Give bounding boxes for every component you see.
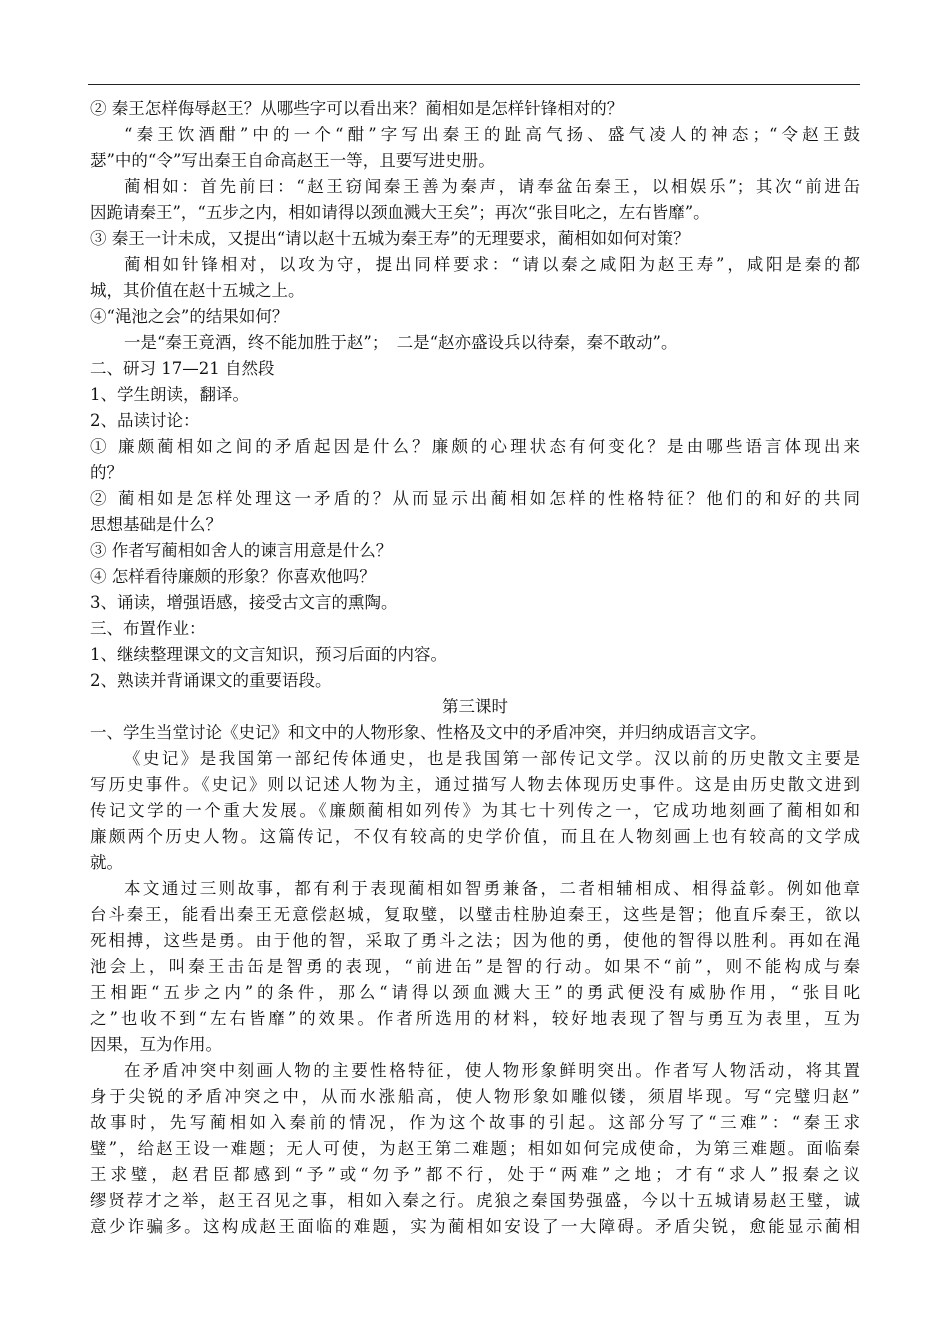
text-line: 传记文学的一个重大发展。《廉颇蔺相如列传》为其七十列传之一，它成功地刻画了蔺相如和	[90, 801, 860, 820]
text-line: ④“渑池之会”的结果如何？	[90, 307, 289, 326]
text-line: 王相距“五步之内”的条件，那么“请得以颈血溅大王”的勇武便没有威胁作用，“张目叱	[90, 983, 860, 1002]
text-line: ③ 作者写蔺相如舍人的谏言用意是什么？	[90, 541, 393, 560]
text-line: 台斗秦王，能看出秦王无意偿赵城，复取璧，以璧击柱胁迫秦王，这些是智；他直斥秦王，欲以	[90, 905, 860, 924]
text-line: 城，其价值在赵十五城之上。	[90, 281, 305, 300]
section-heading: 第三课时	[442, 697, 508, 716]
text-line: 2、品读讨论：	[90, 411, 200, 430]
text-line: 故事时，先写蔺相如入秦前的情况，作为这个故事的引起。这部分写了“三难”：“秦王求	[90, 1113, 860, 1132]
text-line: 因果，互为作用。	[90, 1035, 222, 1054]
text-line: 意少诈骗多。这构成赵王面临的难题，实为蔺相如安设了一大障碍。矛盾尖锐，愈能显示蔺相	[90, 1217, 860, 1236]
text-line: 在矛盾冲突中刻画人物的主要性格特征，使人物形象鲜明突出。作者写人物活动，将其置	[124, 1061, 860, 1080]
text-line: 的？	[90, 463, 123, 482]
text-line: 1、继续整理课文的文言知识，预习后面的内容。	[90, 645, 447, 664]
text-line: 一是“秦王竟酒，终不能加胜于赵”； 二是“赵亦盛设兵以待秦，秦不敢动”。	[124, 333, 678, 352]
text-line: 3、诵读，增强语感，接受古文言的熏陶。	[90, 593, 398, 612]
header-rule	[88, 84, 860, 85]
text-line: ② 秦王怎样侮辱赵王？从哪些字可以看出来？蔺相如是怎样针锋相对的？	[90, 99, 624, 118]
text-line: 王求璧，赵君臣都感到“予”或“勿予”都不行，处于“两难”之地；才有“求人”报秦之议	[90, 1165, 860, 1184]
text-line: 因跪请秦王”，“五步之内，相如请得以颈血溅大王矣”；再次“张目叱之，左右皆靡”。	[90, 203, 710, 222]
text-line: 缪贤荐才之举，赵王召见之事，相如入秦之行。虎狼之秦国势强盛，今以十五城请易赵王璧，诚	[90, 1191, 860, 1210]
text-line: 写历史事件。《史记》则以记述人物为主，通过描写人物去体现历史事件。这是由历史散文进到	[90, 775, 860, 794]
text-line: 二、研习 17—21 自然段	[90, 359, 275, 378]
text-line: 璧”，给赵王设一难题；无人可使，为赵王第二难题；相如如何完成使命，为第三难题。面临秦	[90, 1139, 860, 1158]
document-body	[90, 96, 860, 1240]
text-line: 思想基础是什么？	[90, 515, 222, 534]
text-line: 一、学生当堂讨论《史记》和文中的人物形象、性格及文中的矛盾冲突，并归纳成语言文字。	[90, 723, 767, 742]
text-line: ② 蔺相如是怎样处理这一矛盾的？从而显示出蔺相如怎样的性格特征？他们的和好的共同	[90, 489, 860, 508]
text-line: 蔺相如：首先前曰：“赵王窃闻秦王善为秦声，请奉盆缶秦王，以相娱乐”；其次“前进缶	[124, 177, 860, 196]
text-line: “秦王饮酒酣”中的一个“酣”字写出秦王的趾高气扬、盛气凌人的神态；“令赵王鼓	[124, 125, 860, 144]
text-line: 2、熟读并背诵课文的重要语段。	[90, 671, 332, 690]
text-line: 死相搏，这些是勇。由于他的智，采取了勇斗之法；因为他的勇，使他的智得以胜利。再如在渑	[90, 931, 860, 950]
text-line: 廉颇两个历史人物。这篇传记，不仅有较高的史学价值，而且在人物刻画上也有较高的文学成	[90, 827, 860, 846]
text-line: 就。	[90, 853, 123, 872]
text-line: 本文通过三则故事，都有利于表现蔺相如智勇兼备，二者相辅相成、相得益彰。例如他章	[124, 879, 860, 898]
text-line: 蔺相如针锋相对，以攻为守，提出同样要求：“请以秦之咸阳为赵王寿”，咸阳是秦的都	[124, 255, 860, 274]
text-line: ③ 秦王一计未成，又提出“请以赵十五城为秦王寿”的无理要求，蔺相如如何对策？	[90, 229, 690, 248]
text-line: 池会上，叫秦王击缶是智勇的表现，“前进缶”是智的行动。如果不“前”，则不能构成与秦	[90, 957, 860, 976]
text-line: 瑟”中的“令”写出秦王自命高赵王一等，且要写进史册。	[90, 151, 495, 170]
text-line: ④ 怎样看待廉颇的形象？你喜欢他吗？	[90, 567, 376, 586]
text-line: ① 廉颇蔺相如之间的矛盾起因是什么？廉颇的心理状态有何变化？是由哪些语言体现出来	[90, 437, 860, 456]
text-line: 1、学生朗读，翻译。	[90, 385, 249, 404]
text-line: 《史记》是我国第一部纪传体通史，也是我国第一部传记文学。汉以前的历史散文主要是	[124, 749, 860, 768]
text-line: 三、布置作业：	[90, 619, 206, 638]
text-line: 身于尖锐的矛盾冲突之中，从而水涨船高，使人物形象如雕似镂，须眉毕现。写“完璧归赵”	[90, 1087, 860, 1106]
text-line: 之”也收不到“左右皆靡”的效果。作者所选用的材料，较好地表现了智与勇互为表里，互为	[90, 1009, 860, 1028]
